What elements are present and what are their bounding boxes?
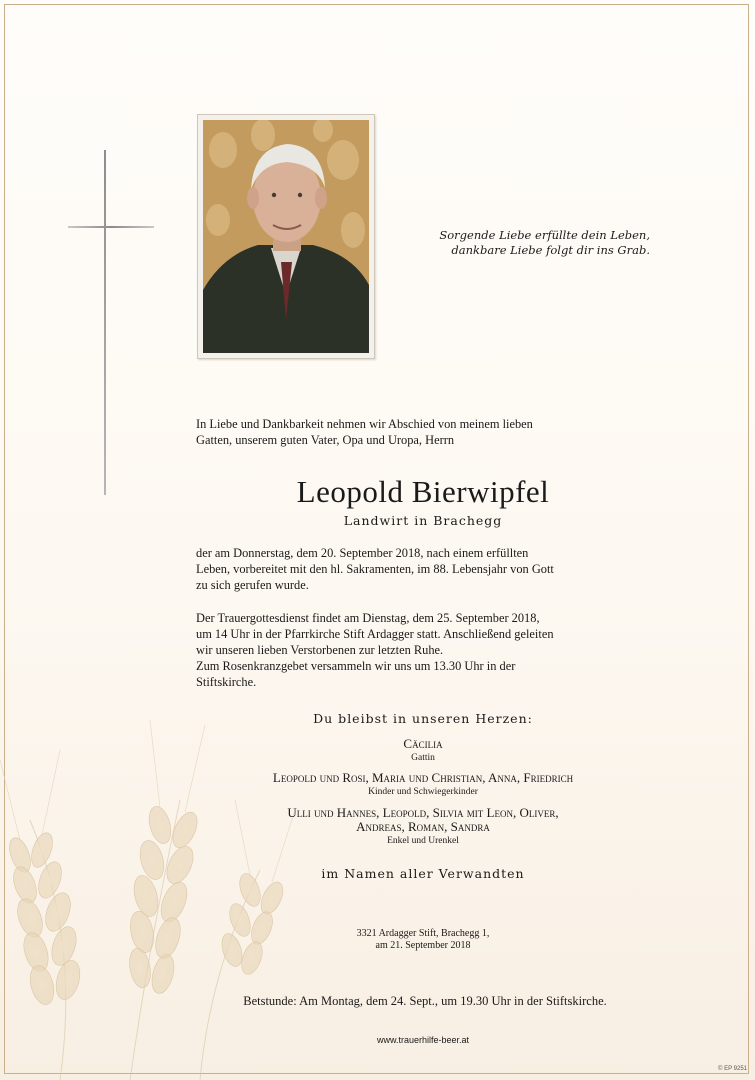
death-notice: [196, 545, 650, 593]
intro-text: [196, 416, 650, 448]
service-line-2: um 14 Uhr in der Pfarrkirche Stift Ardagger statt. Anschließend geleiten: [196, 627, 554, 641]
portrait-photo: [203, 120, 369, 353]
mourner-spouse: [196, 737, 650, 765]
quote-line-1: Sorgende Liebe erfüllte dein Leben,: [439, 228, 650, 242]
intro-line-1: In Liebe und Dankbarkeit nehmen wir Abschied von meinem lieben: [196, 417, 533, 431]
children-names: Leopold und Rosi, Maria und Christian, Anna, Friedrich: [272, 770, 574, 785]
farewell-line: Du bleibst in unseren Herzen:: [313, 711, 533, 726]
mourner-grandchildren: [196, 806, 650, 848]
spouse-name: Cäcilia: [403, 736, 443, 751]
death-notice-line-2: Leben, vorbereitet mit den hl. Sakramenten, im 88. Lebensjahr von Gott: [196, 562, 554, 576]
quote-line-2: dankbare Liebe folgt dir ins Grab.: [451, 243, 650, 257]
deceased-occupation: Landwirt in Brachegg: [343, 513, 503, 528]
prayer-hour: Betstunde: Am Montag, dem 24. Sept., um 19.30 Uhr in der Stiftskirche.: [243, 994, 607, 1008]
deceased-name: Leopold Bierwipfel: [296, 474, 550, 509]
service-details: [196, 610, 650, 690]
address-line-1: 3321 Ardagger Stift, Brachegg 1,: [356, 928, 490, 939]
wheat-decoration: [0, 640, 330, 1080]
service-line-1: Der Trauergottesdienst findet am Dienstag, dem 25. September 2018,: [196, 611, 540, 625]
cross-vertical-bar: [104, 150, 106, 495]
funeral-home-website: www.trauerhilfe-beer.at: [376, 1035, 470, 1045]
grandchildren-role: Enkel und Urenkel: [387, 836, 459, 846]
memorial-quote: [430, 228, 650, 258]
mourner-children: [196, 771, 650, 799]
portrait-illustration: [203, 120, 369, 353]
death-notice-line-3: zu sich gerufen wurde.: [196, 578, 309, 592]
portrait-frame: [197, 114, 375, 359]
grandchildren-line-2: Andreas, Roman, Sandra: [356, 819, 490, 834]
death-notice-line-1: der am Donnerstag, dem 20. September 2018, nach einem erfüllten: [196, 546, 529, 560]
service-line-4: Zum Rosenkranzgebet versammeln wir uns um 13.30 Uhr in der: [196, 659, 516, 673]
intro-line-2: Gatten, unserem guten Vater, Opa und Uropa, Herrn: [196, 433, 455, 447]
address-block: [196, 928, 650, 952]
spouse-role: Gattin: [411, 753, 435, 763]
print-code: © EP 9251: [718, 1066, 747, 1072]
cross-horizontal-bar: [68, 226, 154, 228]
address-line-2: am 21. September 2018: [375, 940, 471, 951]
children-role: Kinder und Schwiegerkinder: [368, 787, 478, 797]
grandchildren-line-1: Ulli und Hannes, Leopold, Silvia mit Leon, Oliver,: [287, 805, 559, 820]
service-line-5: Stiftskirche.: [196, 675, 257, 689]
relatives-line: im Namen aller Verwandten: [321, 866, 525, 881]
service-line-3: wir unseren lieben Verstorbenen zur letzten Ruhe.: [196, 643, 444, 657]
